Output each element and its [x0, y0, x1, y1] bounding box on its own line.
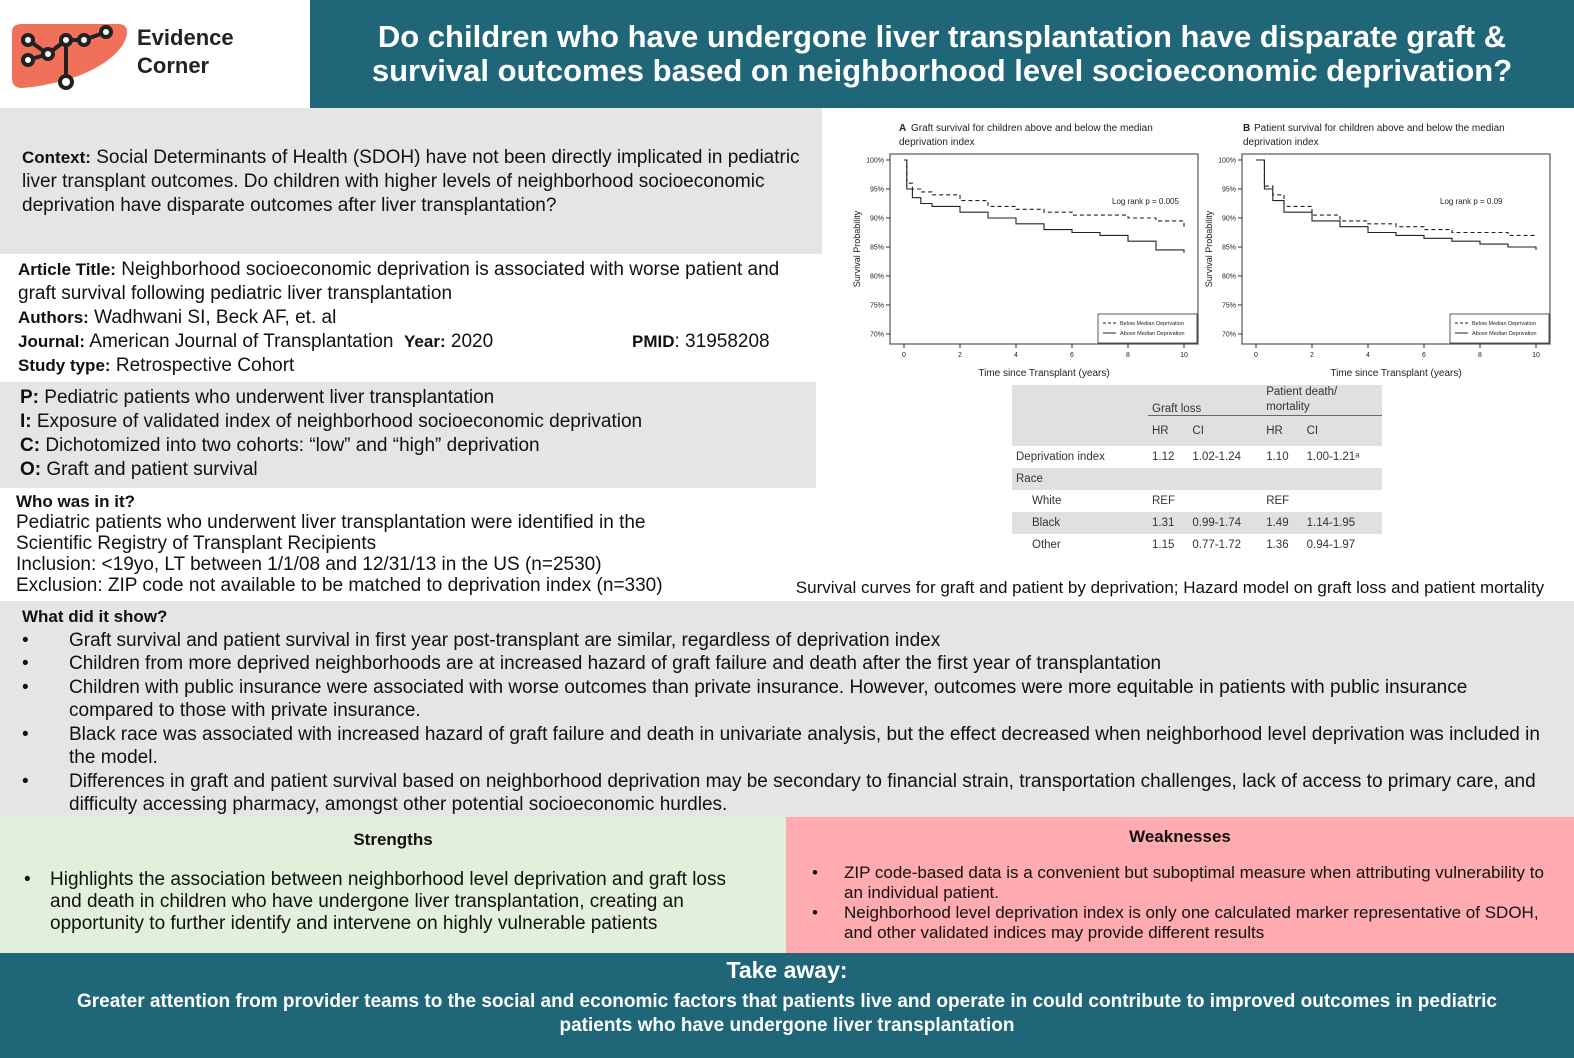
th-ci-1: CI [1188, 416, 1262, 446]
list-item: • Graft survival and patient survival in first year post-transplant are similar, regardless of deprivation index [22, 629, 941, 651]
table-row: Black 1.31 0.99-1.74 1.49 1.14-1.95 [1012, 512, 1382, 534]
panel-a-letter: A [899, 123, 907, 134]
y-tick-label-b: 95% [1221, 186, 1236, 194]
list-item: • Children with public insurance were associated with worse outcomes than private insurance. However, outcomes were more equitable in patients with public insurance compared to those with private insurance. [22, 676, 1468, 721]
article-title: Neighborhood socioeconomic deprivation is associated with worse patient and graft survival following pediatric liver transplantation [18, 259, 780, 304]
strengths-section [0, 817, 786, 953]
logo-line-1: Evidence [137, 25, 234, 50]
panel-b-title-1: Patient survival for children above and below the median [1254, 123, 1505, 134]
who-label: Who was in it? [16, 492, 135, 511]
x-tick-label-b: 2 [1310, 352, 1314, 359]
x-tick-label-a: 4 [1014, 352, 1018, 359]
th-hr-1: HR [1148, 416, 1188, 446]
who-line-1: Pediatric patients who underwent liver transplantation were identified in the Scientific Registry of Transplant Recipients [16, 512, 646, 554]
journal: American Journal of Transplantation [85, 331, 394, 352]
pico-p-label: P: [20, 387, 39, 408]
list-item: • Highlights the association between neighborhood level deprivation and graft loss and death in children who have undergone liver transplantation, creating an opportunity to further identify and intervene on highly vulnerable patients [24, 869, 726, 934]
weaknesses-list [812, 863, 1544, 943]
list-item: • Children from more deprived neighborhoods are at increased hazard of graft failure and death after the first year of transplantation [22, 653, 1162, 674]
panel-b-title-2: deprivation index [1243, 137, 1319, 148]
y-tick-label-a: 95% [869, 186, 884, 194]
logo-line-2: Corner [137, 53, 210, 78]
x-tick-label-a: 6 [1070, 352, 1074, 359]
y-axis-label-a: Survival Probability [852, 210, 862, 288]
figure-caption: Survival curves for graft and patient by deprivation; Hazard model on graft loss and patient mortality [795, 578, 1545, 597]
x-tick-label-a: 0 [902, 352, 906, 359]
x-tick-label-b: 8 [1478, 352, 1482, 359]
x-axis-label-a: Time since Transplant (years) [978, 368, 1110, 379]
y-tick-label-a: 70% [869, 331, 884, 339]
pico-i: Exposure of validated index of neighborhood socioeconomic deprivation [31, 411, 643, 432]
y-tick-label-b: 90% [1221, 215, 1236, 223]
y-tick-label-a: 85% [869, 244, 884, 252]
article-info-section [0, 254, 822, 382]
x-tick-label-a: 2 [958, 352, 962, 359]
who-line-3: Exclusion: ZIP code not available to be matched to deprivation index (n=330) [16, 575, 663, 596]
hazard-table [1012, 385, 1382, 556]
legend-below-label-a: Below Median Deprivation [1120, 321, 1184, 327]
results-section [0, 601, 1574, 817]
context-label: Context: [22, 148, 91, 167]
year: 2020 [445, 331, 494, 352]
list-item: • Black race was associated with increased hazard of graft failure and death in univariate analysis, but the effect decreased when neighborhood level deprivation was included in the model. [22, 723, 1540, 768]
figures-area [822, 108, 1574, 602]
pico-i-label: I: [20, 411, 32, 432]
pico-section [0, 382, 816, 488]
log-rank-pvalue-b: Log rank p = 0.09 [1440, 197, 1503, 206]
who-line-2: Inclusion: <19yo, LT between 1/1/08 and 12/31/13 in the US (n=2530) [16, 554, 602, 575]
y-tick-label-b: 80% [1221, 273, 1236, 281]
legend-below-label-b: Below Median Deprivation [1472, 321, 1536, 327]
liver-network-logo-icon [8, 20, 132, 92]
below-median-curve-a [904, 160, 1184, 227]
panel-a-title-2: deprivation index [899, 137, 975, 148]
y-tick-label-a: 80% [869, 273, 884, 281]
y-tick-label-a: 100% [866, 157, 884, 165]
takeaway-label: Take away: [726, 957, 848, 983]
x-tick-label-b: 6 [1422, 352, 1426, 359]
authors-label: Authors: [18, 308, 89, 327]
pmid: : 31958208 [674, 331, 770, 352]
results-label: What did it show? [22, 607, 168, 626]
year-label: Year: [404, 332, 446, 351]
y-tick-label-a: 90% [869, 215, 884, 223]
article-title-label: Article Title: [18, 260, 116, 279]
th-patient-death: Patient death/ mortality [1266, 386, 1338, 413]
title-bar [310, 0, 1574, 108]
results-list [22, 629, 1554, 817]
list-item: • Differences in graft and patient survival based on neighborhood deprivation may be secondary to financial strain, transportation challenges, lack of access to primary care, and difficulty accessing pharmacy, amongst other potential socioeconomic hurdles. [22, 770, 1536, 815]
y-tick-label-b: 85% [1221, 244, 1236, 252]
logo-text [137, 24, 234, 80]
y-tick-label-b: 70% [1221, 331, 1236, 339]
list-item: • ZIP code-based data is a convenient but suboptimal measure when attributing vulnerability to an individual patient. [812, 863, 1544, 902]
legend-box-b [1450, 314, 1549, 343]
pico-o-label: O: [20, 459, 42, 480]
table-row: Other 1.15 0.77-1.72 1.36 0.94-1.97 [1032, 538, 1356, 551]
log-rank-pvalue-a: Log rank p = 0.005 [1112, 197, 1179, 206]
pico-c: Dichotomized into two cohorts: “low” and “high” deprivation [40, 435, 540, 456]
th-hr-2: HR [1262, 416, 1302, 446]
y-tick-label-a: 75% [869, 302, 884, 310]
table-row: Race [1012, 468, 1382, 490]
study-type-label: Study type: [18, 356, 111, 375]
strengths-label: Strengths [353, 830, 433, 849]
x-axis-label-b: Time since Transplant (years) [1330, 368, 1462, 379]
journal-label: Journal: [18, 332, 86, 351]
table-row: White REF REF [1032, 494, 1290, 507]
context-section [0, 108, 822, 254]
logo-area [0, 0, 310, 108]
y-axis-label-b: Survival Probability [1204, 210, 1214, 288]
table-row: Deprivation index 1.12 1.02-1.24 1.10 1.00-1.21ᵃ [1016, 450, 1360, 463]
th-graft-loss: Graft loss [1152, 403, 1202, 415]
pico-o: Graft and patient survival [41, 459, 258, 480]
panel-a-title-1: Graft survival for children above and below the median [911, 123, 1153, 134]
context-text: Social Determinants of Health (SDOH) have not been directly implicated in pediatric liver transplant outcomes. Do children with higher levels of neighborhood socioeconomic deprivation have disparate outcomes after liver transplantation? [22, 147, 800, 216]
x-tick-label-a: 8 [1126, 352, 1130, 359]
panel-a [852, 123, 1198, 379]
strengths-list [24, 869, 746, 935]
study-type: Retrospective Cohort [110, 355, 295, 376]
weaknesses-label: Weaknesses [1129, 827, 1231, 846]
weaknesses-section [786, 817, 1574, 953]
pico-p: Pediatric patients who underwent liver transplantation [39, 387, 495, 408]
x-tick-label-b: 4 [1366, 352, 1370, 359]
x-tick-label-b: 0 [1254, 352, 1258, 359]
legend-above-label-a: Above Median Deprivation [1120, 331, 1185, 337]
pico-c-label: C: [20, 435, 41, 456]
list-item: • Neighborhood level deprivation index is only one calculated marker representative of SDOH, and other validated indices may provide different results [812, 903, 1539, 942]
takeaway-text: Greater attention from provider teams to the social and economic factors that patients live and operate in could contribute to improved outcomes in pediatric patients who have undergone liver transplantation [77, 991, 1497, 1036]
x-tick-label-a: 10 [1180, 352, 1188, 359]
legend-above-label-b: Above Median Deprivation [1472, 331, 1537, 337]
survival-curves-svg [822, 108, 1574, 388]
who-section [0, 488, 822, 600]
panel-b-letter: B [1243, 123, 1251, 134]
panel-b [1204, 123, 1550, 379]
th-ci-2: CI [1303, 416, 1382, 446]
takeaway-section [0, 953, 1574, 1058]
y-tick-label-b: 75% [1221, 302, 1236, 310]
page-title: Do children who have undergone liver transplantation have disparate graft & survival outcomes based on neighborhood level socioeconomic deprivation? [371, 19, 1513, 88]
above-median-curve-a [904, 160, 1184, 253]
legend-box-a [1098, 314, 1197, 343]
y-tick-label-b: 100% [1218, 157, 1236, 165]
pmid-label: PMID [632, 332, 675, 351]
x-tick-label-b: 10 [1532, 352, 1540, 359]
authors: Wadhwani SI, Beck AF, et. al [88, 307, 337, 328]
